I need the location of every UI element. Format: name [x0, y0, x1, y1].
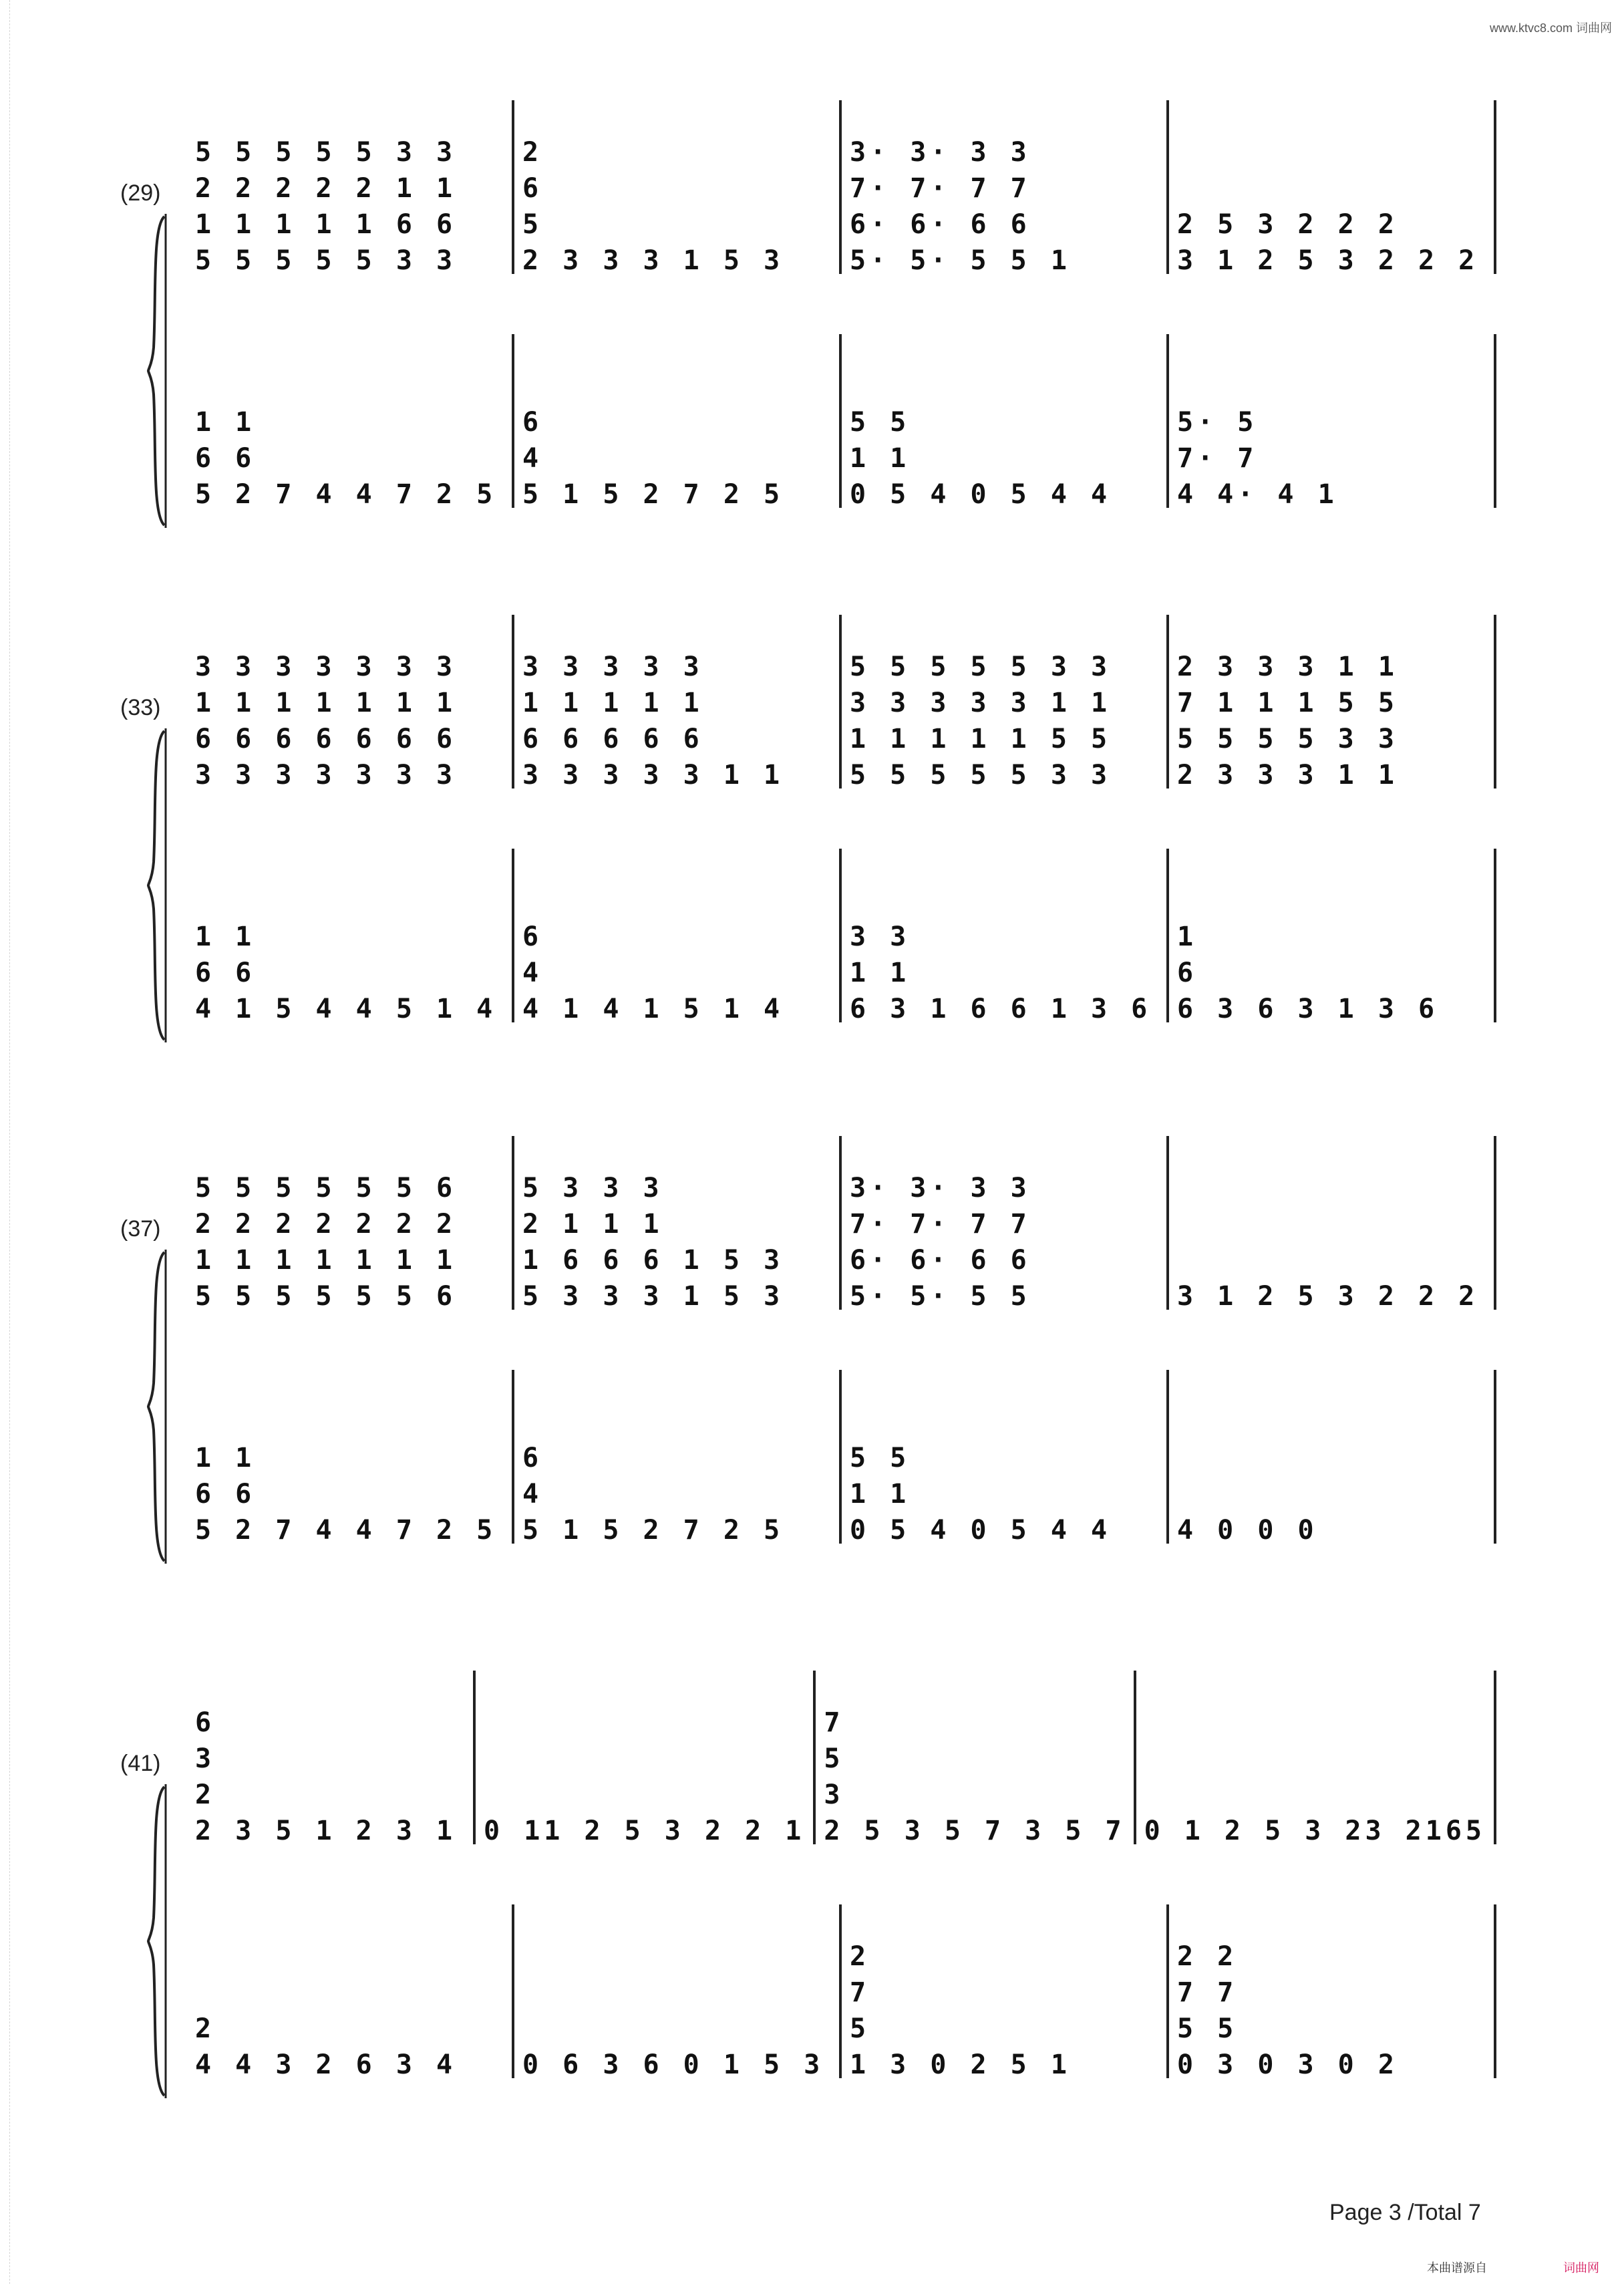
- notation-line: 1 1: [850, 1479, 911, 1510]
- measure: [1169, 100, 1496, 274]
- measure: [842, 1136, 1169, 1310]
- measure: [514, 1136, 842, 1310]
- upper-staff: [187, 1136, 1496, 1310]
- notation-line: 3 3 3 3 3 1 1: [850, 688, 1112, 718]
- notation-line: 7 7: [1177, 1977, 1238, 2008]
- notation-line: 5 5 5 5 5 3 3: [195, 137, 457, 168]
- notation-line: 3 3 3 3 3: [522, 652, 703, 682]
- measure: [842, 1904, 1169, 2078]
- measure-number: (33): [120, 695, 161, 720]
- notation-line: 2 2 2 2 2 2 2: [195, 1209, 457, 1240]
- notation-line: 7· 7· 7 7: [850, 173, 1031, 204]
- notation-line: 5: [824, 1743, 844, 1774]
- notation-line: 5 5 5 5 5 3 3: [850, 652, 1112, 682]
- notation-line: 5 5 5 5 5 5 6: [195, 1173, 457, 1203]
- grand-staff-brace: [147, 728, 167, 1042]
- measure: [842, 1370, 1169, 1544]
- measure: [514, 1904, 842, 2078]
- measure: [187, 1904, 514, 2078]
- notation-line: 1 6 6 6 1 5 3: [522, 1245, 784, 1276]
- measure: [1169, 849, 1496, 1022]
- notation-line: 3· 3· 3 3: [850, 137, 1031, 168]
- notation-line: 2 2: [1177, 1941, 1238, 1972]
- notation-line: 2 3 3 3 1 1: [1177, 760, 1398, 791]
- notation-line: 5· 5· 5 5: [850, 1281, 1031, 1312]
- measure: [187, 1671, 476, 1844]
- lower-staff: [187, 1370, 1496, 1544]
- notation-line: 3 3: [850, 921, 911, 952]
- notation-line: 6 6: [195, 1479, 256, 1510]
- grand-staff-brace: [147, 214, 167, 528]
- notation-line: 3 3 3 3 3 3 3: [195, 652, 457, 682]
- notation-line: 5 5 5 5 3 3: [1177, 724, 1398, 754]
- measure: [514, 615, 842, 789]
- measure: [1169, 615, 1496, 789]
- notation-line: 2: [195, 2013, 216, 2044]
- page-number: Page 3 /Total 7: [1329, 2200, 1481, 2225]
- source-credit: 本曲谱源自: [1427, 2261, 1487, 2275]
- score-system: [120, 87, 1496, 541]
- notation-line: 7: [850, 1977, 870, 2008]
- notation-line: 6 3 1 6 6 1 3 6: [850, 994, 1152, 1024]
- notation-line: 3 1 2 5 3 2 2 2: [1177, 1281, 1479, 1312]
- notation-line: 5 5: [850, 1443, 911, 1473]
- notation-line: 3: [824, 1779, 844, 1810]
- notation-line: 3: [195, 1743, 216, 1774]
- notation-line: 3 3 3 3 3 1 1: [522, 760, 784, 791]
- notation-line: 5 5 5 5 5 3 3: [195, 245, 457, 276]
- measure: [842, 100, 1169, 274]
- notation-line: 7: [824, 1707, 844, 1738]
- upper-staff: [187, 615, 1496, 789]
- notation-line: 1 1 1 1 1 6 6: [195, 209, 457, 240]
- notation-line: 4 1 5 4 4 5 1 4: [195, 994, 497, 1024]
- measure: [187, 615, 514, 789]
- brand-logo-text: 词曲网: [1563, 2261, 1599, 2275]
- notation-line: 2 5 3 5 7 3 5 7: [824, 1816, 1126, 1846]
- notation-line: 0 5 4 0 5 4 4: [850, 479, 1112, 510]
- notation-line: 7· 7· 7 7: [850, 1209, 1031, 1240]
- notation-line: 6: [522, 1443, 543, 1473]
- measure: [1169, 1370, 1496, 1544]
- notation-line: 6: [522, 407, 543, 438]
- notation-line: 6: [522, 921, 543, 952]
- notation-line: 2 3 5 1 2 3 1: [195, 1816, 457, 1846]
- notation-line: 6 3 6 3 1 3 6: [1177, 994, 1439, 1024]
- notation-line: 7· 7: [1177, 443, 1258, 474]
- notation-line: 3· 3· 3 3: [850, 1173, 1031, 1203]
- measure: [514, 1370, 842, 1544]
- measure: [1136, 1671, 1496, 1844]
- notation-line: 4: [522, 1479, 543, 1510]
- notation-line: 6 6 6 6 6: [522, 724, 703, 754]
- notation-line: 1 1: [195, 921, 256, 952]
- measure-number: (37): [120, 1216, 161, 1242]
- measure: [187, 334, 514, 508]
- measure: [476, 1671, 816, 1844]
- notation-line: 2: [195, 1779, 216, 1810]
- measure-number: (29): [120, 180, 161, 206]
- notation-line: 5 1 5 2 7 2 5: [522, 1515, 784, 1546]
- notation-line: 6 6: [195, 958, 256, 988]
- notation-line: 1 1: [195, 1443, 256, 1473]
- notation-line: 1 1: [195, 407, 256, 438]
- notation-line: 1 1 1 1 1 1 1: [195, 1245, 457, 1276]
- upper-staff: [187, 100, 1496, 274]
- measure: [842, 849, 1169, 1022]
- notation-line: 2 2 2 2 2 1 1: [195, 173, 457, 204]
- notation-line: 4 4· 4 1: [1177, 479, 1338, 510]
- notation-line: 6· 6· 6 6: [850, 1245, 1031, 1276]
- notation-line: 0 1 2 5 3 23 2165: [1144, 1816, 1486, 1846]
- measure: [1169, 334, 1496, 508]
- score-system: [120, 1657, 1496, 2112]
- notation-line: 6· 6· 6 6: [850, 209, 1031, 240]
- notation-line: 2: [850, 1941, 870, 1972]
- score-system: [120, 601, 1496, 1056]
- notation-line: 1 1 1 1 1: [522, 688, 703, 718]
- notation-line: 5 1 5 2 7 2 5: [522, 479, 784, 510]
- notation-line: 1 1: [850, 958, 911, 988]
- notation-line: 5 5 5 5 5 3 3: [850, 760, 1112, 791]
- notation-line: 1 1 1 1 1 5 5: [850, 724, 1112, 754]
- upper-staff: [187, 1671, 1496, 1844]
- measure: [1169, 1136, 1496, 1310]
- page-edge-margin: [1, 0, 10, 2284]
- notation-line: 5 2 7 4 4 7 2 5: [195, 1515, 497, 1546]
- lower-staff: [187, 1904, 1496, 2078]
- notation-line: 5· 5· 5 5 1: [850, 245, 1071, 276]
- notation-line: 2 3 3 3 1 5 3: [522, 245, 784, 276]
- notation-line: 1: [1177, 921, 1198, 952]
- measure: [187, 1370, 514, 1544]
- notation-line: 6: [1177, 958, 1198, 988]
- measure: [187, 1136, 514, 1310]
- notation-line: 5: [522, 209, 543, 240]
- measure: [816, 1671, 1136, 1844]
- notation-line: 6 6 6 6 6 6 6: [195, 724, 457, 754]
- notation-line: 3 1 2 5 3 2 2 2: [1177, 245, 1479, 276]
- notation-line: 3 3 3 3 3 3 3: [195, 760, 457, 791]
- notation-line: 5· 5: [1177, 407, 1258, 438]
- notation-line: 1 1 1 1 1 1 1: [195, 688, 457, 718]
- grand-staff-brace: [147, 1250, 167, 1564]
- notation-line: 2 5 3 2 2 2: [1177, 209, 1398, 240]
- site-watermark: www.ktvc8.com 词曲网: [1489, 21, 1612, 35]
- notation-line: 5 3 3 3 1 5 3: [522, 1281, 784, 1312]
- notation-line: 5 3 3 3: [522, 1173, 663, 1203]
- notation-line: 7 1 1 1 5 5: [1177, 688, 1398, 718]
- notation-line: 0 11 2 5 3 2 2 1: [484, 1816, 806, 1846]
- measure: [187, 100, 514, 274]
- score-system: [120, 1123, 1496, 1577]
- measure-number: (41): [120, 1751, 161, 1776]
- notation-line: 5 2 7 4 4 7 2 5: [195, 479, 497, 510]
- notation-line: 6: [522, 173, 543, 204]
- notation-line: 4 1 4 1 5 1 4: [522, 994, 784, 1024]
- notation-line: 4 4 3 2 6 3 4: [195, 2049, 457, 2080]
- measure: [842, 615, 1169, 789]
- notation-line: 2 3 3 3 1 1: [1177, 652, 1398, 682]
- notation-line: 5 5 5 5 5 5 6: [195, 1281, 457, 1312]
- notation-line: 5: [850, 2013, 870, 2044]
- measure: [514, 849, 842, 1022]
- measure: [514, 334, 842, 508]
- notation-line: 2: [522, 137, 543, 168]
- notation-line: 0 5 4 0 5 4 4: [850, 1515, 1112, 1546]
- notation-line: 0 6 3 6 0 1 5 3: [522, 2049, 824, 2080]
- measure: [1169, 1904, 1496, 2078]
- notation-line: 4: [522, 958, 543, 988]
- notation-line: 4 0 0 0: [1177, 1515, 1318, 1546]
- notation-line: 5 5: [1177, 2013, 1238, 2044]
- grand-staff-brace: [147, 1784, 167, 2098]
- measure: [187, 849, 514, 1022]
- notation-line: 1 3 0 2 5 1: [850, 2049, 1071, 2080]
- notation-line: 4: [522, 443, 543, 474]
- notation-line: 1 1: [850, 443, 911, 474]
- notation-line: 2 1 1 1: [522, 1209, 663, 1240]
- notation-line: 6 6: [195, 443, 256, 474]
- measure: [842, 334, 1169, 508]
- lower-staff: [187, 334, 1496, 508]
- lower-staff: [187, 849, 1496, 1022]
- notation-line: 6: [195, 1707, 216, 1738]
- notation-line: 0 3 0 3 0 2: [1177, 2049, 1398, 2080]
- notation-line: 5 5: [850, 407, 911, 438]
- measure: [514, 100, 842, 274]
